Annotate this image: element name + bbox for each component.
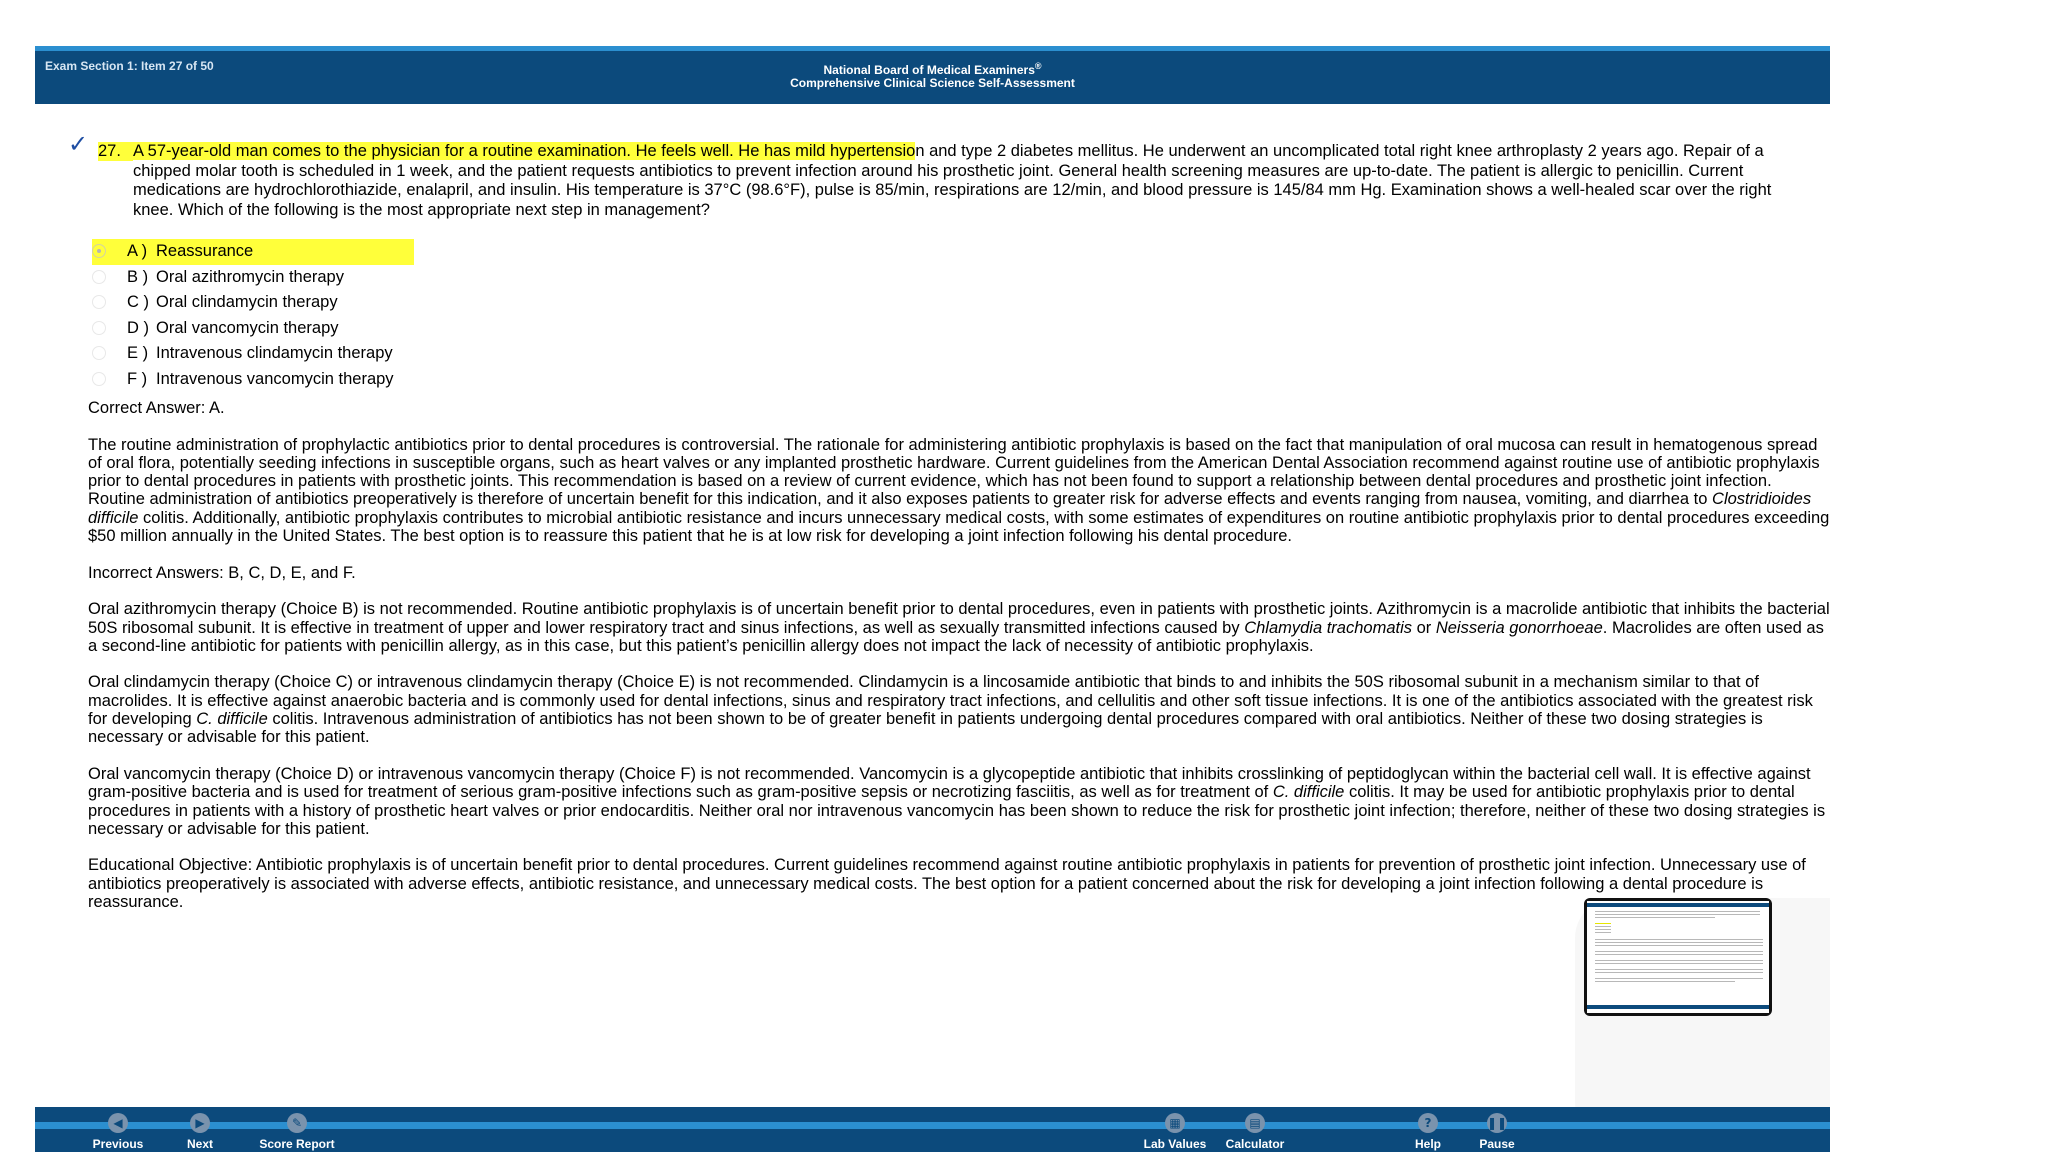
thumbnail-line <box>1595 978 1763 979</box>
registered-mark: ® <box>1034 61 1042 71</box>
choice-a[interactable] <box>92 239 414 265</box>
organism-name: Chlamydia trachomatis <box>1244 618 1412 637</box>
explanation-paragraph-1 <box>88 436 1833 546</box>
thumbnail-line <box>1595 969 1763 970</box>
next-label: Next <box>186 1137 213 1151</box>
choice-letter: C ) <box>127 293 149 311</box>
previous-label: Previous <box>92 1137 144 1151</box>
calculator-button[interactable] <box>1215 1113 1295 1151</box>
choice-f[interactable] <box>92 367 472 393</box>
pause-button[interactable] <box>1467 1113 1527 1151</box>
question-number: 27. <box>98 142 133 161</box>
thumbnail-line <box>1595 951 1763 952</box>
choice-letter: D ) <box>127 318 149 337</box>
header-title-block <box>35 60 1830 90</box>
thumbnail-line <box>1595 963 1763 964</box>
choice-text: Intravenous vancomycin therapy <box>156 369 394 388</box>
arrow-left-icon: ◀ <box>108 1113 128 1133</box>
thumbnail-footer-bar <box>1587 1005 1769 1009</box>
answer-explanation <box>88 399 1833 930</box>
question-stem <box>98 142 1798 220</box>
paragraph-text: Oral azithromycin therapy (Choice B) is not recommended. Routine antibiotic prophylaxis is of uncertain benefit prior to dental procedures, even in patients with prosthetic joints. Azithromycin is a macrolide antibiotic that inhibits the bacterial 50S ribosomal subunit. It is effective in treatment of upper and lower respiratory tract and sinus infections, as well as sexually transmitted infections caused by <box>88 600 1830 637</box>
lab-values-button[interactable] <box>1135 1113 1215 1151</box>
choice-text: Oral vancomycin therapy <box>156 318 339 337</box>
lab-values-icon: ▦ <box>1165 1113 1185 1133</box>
radio-button[interactable] <box>92 372 106 386</box>
choice-text: Intravenous clindamycin therapy <box>156 344 393 362</box>
pause-icon: ❚❚ <box>1487 1113 1507 1133</box>
exam-subtitle: Comprehensive Clinical Science Self-Assessment <box>790 76 1075 90</box>
thumbnail-line <box>1595 911 1760 912</box>
paragraph-text: colitis. It may be used for antibiotic prophylaxis prior to dental procedures in patients with a history of prosthetic heart valves or prior endocarditis. Neither oral nor intravenous vancomycin has been shown to reduce the risk for prosthetic joint infection; therefore, neither of these two dosing strategies is necessary or advisable for this patient. <box>88 783 1826 838</box>
choice-letter: B ) <box>127 267 149 286</box>
explanation-paragraph-2 <box>88 600 1833 655</box>
radio-button[interactable] <box>92 270 106 284</box>
choice-d[interactable] <box>92 316 472 342</box>
answer-choices <box>92 239 472 392</box>
calculator-icon: ▤ <box>1245 1113 1265 1133</box>
thumbnail-line <box>1595 914 1760 915</box>
thumbnail-line <box>1595 972 1763 973</box>
score-report-label: Score Report <box>259 1137 335 1151</box>
radio-button[interactable] <box>92 321 106 335</box>
explanation-paragraph-3 <box>88 673 1833 746</box>
choice-letter: A ) <box>127 242 148 260</box>
thumbnail-line <box>1595 917 1715 918</box>
radio-button[interactable] <box>92 295 106 309</box>
exam-footer-toolbar <box>35 1107 1830 1152</box>
thumbnail-line <box>1595 932 1611 933</box>
radio-button[interactable] <box>92 346 106 360</box>
correct-answer: Correct Answer: A. <box>88 399 225 417</box>
help-icon: ? <box>1418 1113 1438 1133</box>
radio-button-selected[interactable] <box>92 244 106 258</box>
thumbnail-header-bar <box>1587 903 1769 907</box>
organism-name: C. difficile <box>196 710 268 729</box>
choice-letter: E ) <box>127 344 149 362</box>
paragraph-text: The routine administration of prophylactic antibiotics prior to dental procedures is controversial. The rationale for administering antibiotic prophylaxis is based on the fact that manipulation of oral mucosa can result in hematogenous spread of oral flora, potentially seeding infections in susceptible organs, such as heart valves or any implanted prosthetic hardware. Current guidelines from the American Dental Association recommend against routine use of antibiotic prophylaxis prior to dental procedures in patients with prosthetic joints. This recommendation is based on a review of current evidence, which has not been found to support a relationship between dental procedures and prosthetic joint infection. Routine administration of antibiotics preoperatively is therefore of uncertain benefit for this indication, and it also exposes patients to greater risk for adverse effects and events ranging from nausea, vomiting, and diarrhea to <box>88 435 1820 509</box>
previous-button[interactable] <box>83 1113 153 1151</box>
checkmark-icon[interactable]: ✓ <box>68 130 89 158</box>
incorrect-answers: Incorrect Answers: B, C, D, E, and F. <box>88 563 356 582</box>
thumbnail-line <box>1595 923 1611 924</box>
paragraph-text: Oral vancomycin therapy (Choice D) or intravenous vancomycin therapy (Choice F) is not recommended. Vancomycin is a glycopeptide antibiotic that inhibits crosslinking of peptidoglycan within the bacterial cell wall. It is effective against gram-positive bacteria and is used for treatment of serious gram-positive infections such as gram-positive sepsis or necrotizing fasciitis, as well as for treatment of <box>88 764 1811 802</box>
choice-text: Oral clindamycin therapy <box>156 293 338 311</box>
exam-page <box>35 46 1830 1152</box>
next-button[interactable] <box>175 1113 225 1151</box>
explanation-paragraph-4 <box>88 765 1833 838</box>
calculator-label: Calculator <box>1225 1137 1285 1151</box>
choice-e[interactable] <box>92 341 472 367</box>
exam-provider-title: National Board of Medical Examiners <box>823 63 1035 77</box>
paragraph-text: colitis. Additionally, antibiotic prophylaxis contributes to microbial antibiotic resistance and incurs unnecessary medical costs, with some estimates of expenditures on routine antibiotic prophylaxis prior to dental procedures exceeding $50 million annually in the United States. The best option is to reassure this patient that he is at low risk for developing a joint infection following his dental procedure. <box>88 508 1830 546</box>
pause-label: Pause <box>1479 1137 1515 1151</box>
thumbnail-line <box>1595 960 1763 961</box>
score-report-button[interactable] <box>247 1113 347 1151</box>
exam-header <box>35 46 1830 104</box>
choice-text: Reassurance <box>156 242 254 260</box>
paragraph-text: or <box>1412 618 1436 637</box>
arrow-right-icon: ▶ <box>190 1113 210 1133</box>
thumbnail-line <box>1595 945 1763 946</box>
thumbnail-line <box>1595 929 1611 930</box>
paragraph-text: Oral clindamycin therapy (Choice C) or intravenous clindamycin therapy (Choice E) is not recommended. Clindamycin is a lincosamide antibiotic that binds to and inhibits the 50S ribosomal subunit in a mechanism similar to that of macrolides. It is effective against anaerobic bacteria and is commonly used for dental infections, sinus and respiratory tract infections, and cellulitis and other soft tissue infections. It is one of the antibiotics associated with the greatest risk for developing <box>88 673 1813 729</box>
choice-text: Oral azithromycin therapy <box>156 267 344 286</box>
thumbnail-line <box>1595 981 1735 982</box>
question-text <box>133 142 1798 220</box>
lab-values-label: Lab Values <box>1143 1137 1207 1151</box>
choice-letter: F ) <box>127 369 148 388</box>
thumbnail-screen <box>1587 901 1769 1013</box>
thumbnail-line <box>1595 954 1763 955</box>
highlighted-text: A 57-year-old man comes to the physician for a routine examination. He feels well. He has mild hypertensio <box>133 142 916 160</box>
pencil-icon: ✎ <box>287 1113 307 1133</box>
choice-c[interactable] <box>92 290 472 316</box>
thumbnail-line <box>1595 939 1763 940</box>
organism-name: Neisseria gonorrhoeae <box>1435 618 1603 637</box>
paragraph-text: colitis. Intravenous administration of antibiotics has not been shown to be of greater benefit in patients undergoing dental procedures compared with oral antibiotics. Neither of these two dosing strategies is necessary or advisable for this patient. <box>88 710 1763 747</box>
item-counter: Exam Section 1: Item 27 of 50 <box>45 59 214 73</box>
organism-name: Clostridioides difficile <box>88 490 1812 527</box>
thumbnail-line <box>1595 926 1611 927</box>
help-label: Help <box>1414 1137 1441 1151</box>
thumbnail-line <box>1595 942 1763 943</box>
organism-name: C. difficile <box>1272 783 1345 802</box>
help-button[interactable] <box>1403 1113 1453 1151</box>
question-text-rest: n and type 2 diabetes mellitus. He underwent an uncomplicated total right knee arthroplasty 2 years ago. Repair of a chipped molar tooth is scheduled in 1 week, and the patient requests antibiotics to prevent infection around his prosthetic joint. General health screening measures are up-to-date. The patient is allergic to penicillin. Current medications are hydrochlorothiazide, enalapril, and insulin. His temperature is 37°C (98.6°F), pulse is 85/min, respirations are 12/min, and blood pressure is 145/84 mm Hg. Examination shows a well-healed scar over the right knee. Which of the following is the most appropriate next step in management? <box>133 142 1772 219</box>
screenshot-thumbnail[interactable] <box>1584 898 1772 1016</box>
educational-objective: Educational Objective: Antibiotic prophylaxis is of uncertain benefit prior to dental procedures. Current guidelines recommend against routine antibiotic prophylaxis in patients for prevention of prosthetic joint infection. Unnecessary use of antibiotics preoperatively is associated with adverse effects, antibiotic resistance, and unnecessary medical costs. The best option for a patient concerned about the risk for developing a joint infection following a dental procedure is reassurance. <box>88 856 1806 912</box>
choice-b[interactable] <box>92 265 472 291</box>
paragraph-text: . Macrolides are often used as a second-line antibiotic for patients with penicillin allergy, as in this case, but this patient’s penicillin allergy does not impact the lack of necessity of antibiotic prophylaxis. <box>88 618 1824 655</box>
